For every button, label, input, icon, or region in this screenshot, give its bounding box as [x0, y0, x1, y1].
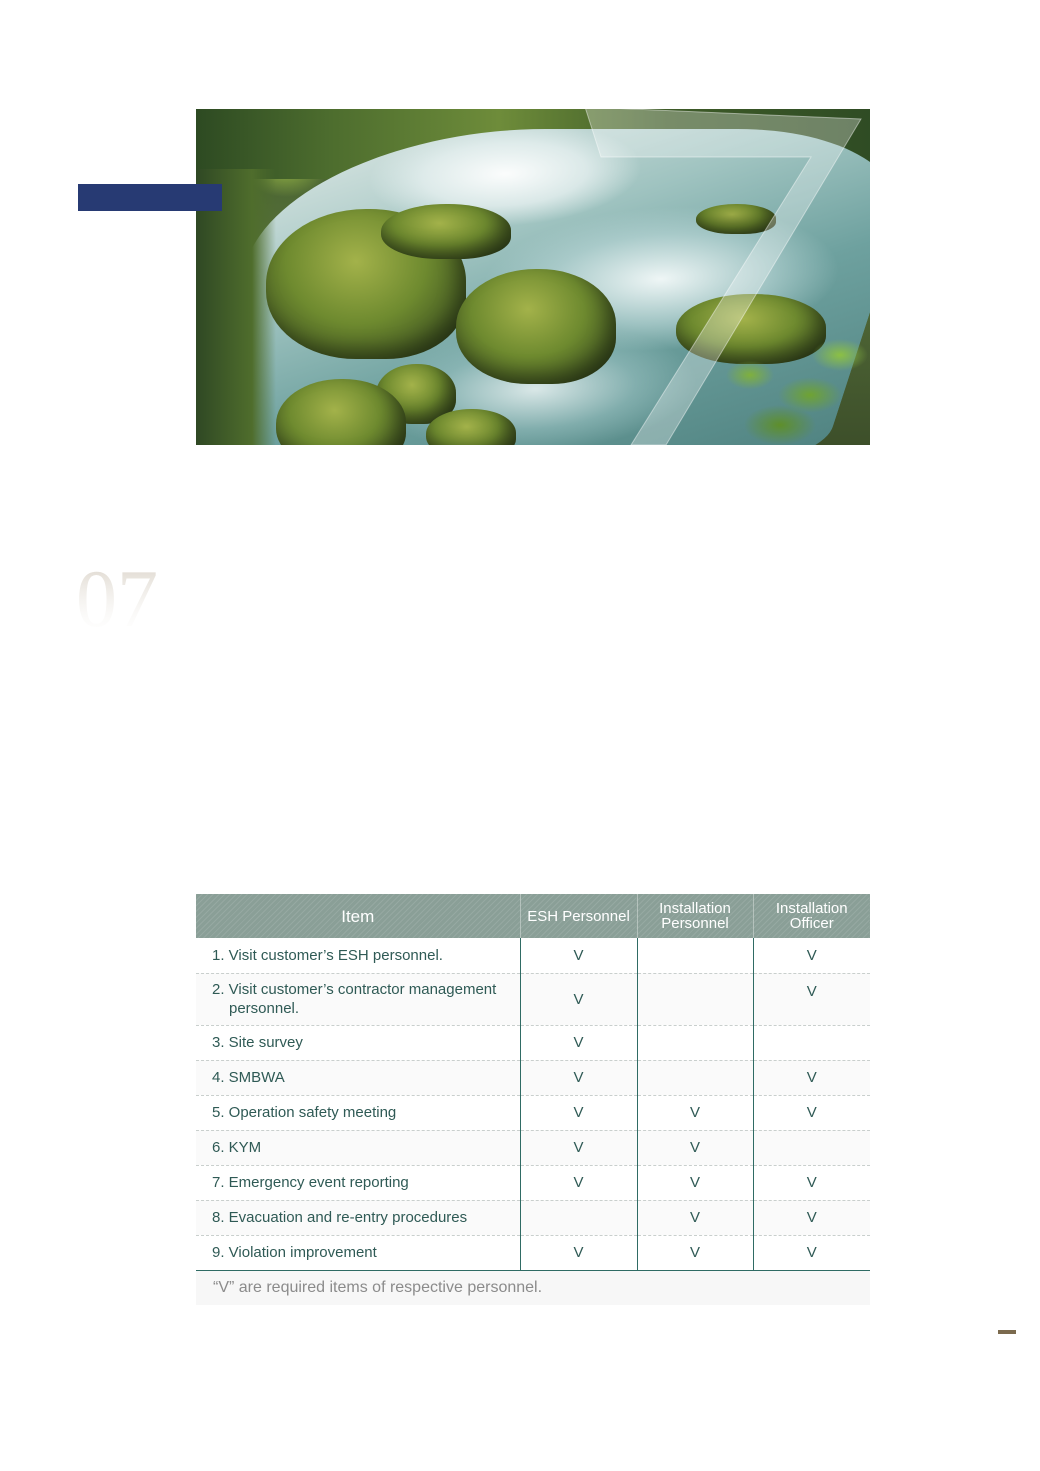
table-row — [196, 938, 870, 973]
row-item — [196, 1095, 520, 1130]
header-installation-personnel — [637, 894, 753, 938]
row-item-text: 5. Operation safety meeting — [212, 1104, 397, 1121]
mossy-rock — [381, 204, 511, 259]
row-installation-mark: V — [637, 1095, 753, 1130]
row-officer-mark: V — [753, 1060, 870, 1095]
row-esh-mark — [520, 1200, 637, 1235]
table-row — [196, 973, 870, 1025]
row-item — [196, 1200, 520, 1235]
header-officer-line2: Officer — [789, 915, 834, 932]
table-row — [196, 1025, 870, 1060]
table-row — [196, 1130, 870, 1165]
row-esh-mark: V — [520, 1235, 637, 1270]
row-installation-mark: V — [637, 1130, 753, 1165]
row-officer-mark: V — [753, 1235, 870, 1270]
hero-photo — [196, 109, 870, 445]
row-esh-mark: V — [520, 1165, 637, 1200]
header-installation-line2: Personnel — [661, 915, 729, 932]
row-item — [196, 973, 520, 1025]
responsibility-table-container — [196, 894, 870, 1305]
row-item-text: 7. Emergency event reporting — [212, 1174, 409, 1191]
row-item-text: 1. Visit customer’s ESH personnel. — [212, 946, 443, 964]
row-officer-mark: V — [753, 1200, 870, 1235]
row-item-text: 8. Evacuation and re-entry procedures — [212, 1209, 468, 1226]
row-item — [196, 1060, 520, 1095]
row-item — [196, 1130, 520, 1165]
row-officer-mark: V — [753, 1095, 870, 1130]
header-installation-line1: Installation — [659, 900, 731, 917]
header-row — [196, 894, 870, 938]
row-item-text: 4. SMBWA — [212, 1069, 285, 1086]
chapter-seven-overlay — [571, 109, 870, 445]
row-item-text: 9. Violation improvement — [212, 1244, 377, 1261]
table-row — [196, 1200, 870, 1235]
row-item — [196, 1165, 520, 1200]
row-esh-mark: V — [520, 1130, 637, 1165]
row-esh-mark: V — [520, 1095, 637, 1130]
row-installation-mark — [637, 938, 753, 973]
header-item: Item — [196, 894, 520, 938]
row-installation-mark — [637, 1025, 753, 1060]
row-officer-mark: V — [753, 938, 870, 973]
table-footnote: “V” are required items of respective personnel. — [196, 1271, 870, 1305]
chapter-number-ghost — [74, 548, 184, 628]
table-header — [196, 894, 870, 938]
row-officer-mark — [753, 1025, 870, 1060]
row-esh-mark: V — [520, 973, 637, 1025]
row-item-text: 3. Site survey — [212, 1034, 303, 1051]
row-installation-mark: V — [637, 1235, 753, 1270]
table-row — [196, 1060, 870, 1095]
header-officer-line1: Installation — [775, 900, 848, 917]
chapter-number-text: 07 — [76, 553, 158, 628]
table-body — [196, 938, 870, 1270]
row-item — [196, 1025, 520, 1060]
table-row — [196, 1095, 870, 1130]
row-item — [196, 1235, 520, 1270]
header-esh-personnel: ESH Personnel — [520, 894, 637, 938]
row-item-text: 2. Visit customer’s contractor management personnel. — [212, 981, 497, 1017]
row-installation-mark: V — [637, 1165, 753, 1200]
row-item-text: 6. KYM — [212, 1139, 262, 1156]
responsibility-table — [196, 894, 870, 1271]
table-row — [196, 1235, 870, 1270]
accent-bar — [78, 184, 222, 211]
table-row — [196, 1165, 870, 1200]
row-esh-mark: V — [520, 1060, 637, 1095]
header-installation-officer — [753, 894, 870, 938]
row-installation-mark: V — [637, 1200, 753, 1235]
row-installation-mark — [637, 1060, 753, 1095]
row-officer-mark: V — [753, 973, 870, 1025]
row-installation-mark — [637, 973, 753, 1025]
overlay-numeral: 7 — [571, 109, 572, 110]
row-item — [196, 938, 520, 973]
row-officer-mark — [753, 1130, 870, 1165]
row-esh-mark: V — [520, 938, 637, 973]
row-officer-mark: V — [753, 1165, 870, 1200]
page-marker — [998, 1330, 1016, 1334]
row-esh-mark: V — [520, 1025, 637, 1060]
